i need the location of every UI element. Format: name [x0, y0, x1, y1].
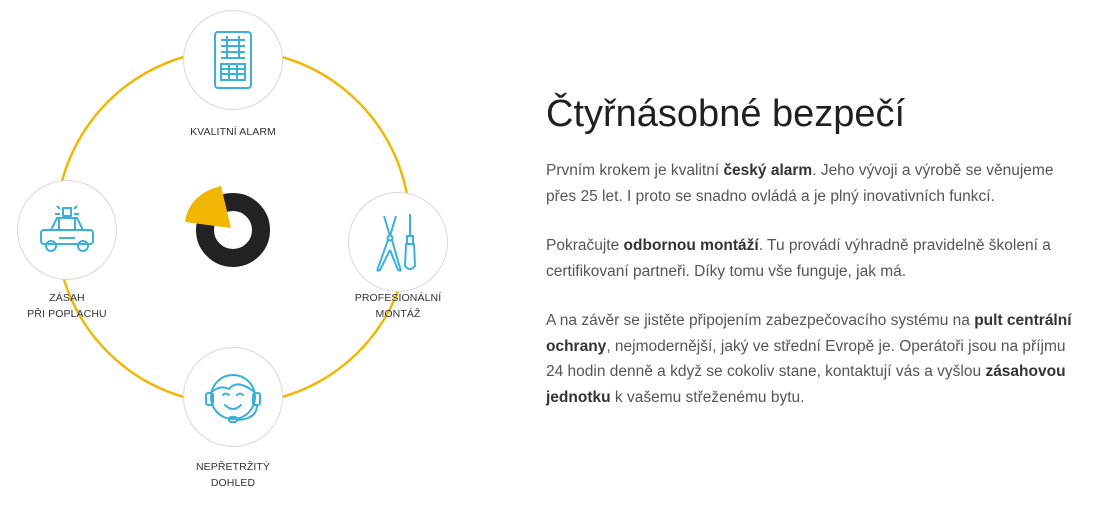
emphasis: odbornou montáží: [623, 237, 759, 254]
paragraph-monitoring: [546, 308, 1086, 410]
operator-headset-icon: [201, 365, 265, 429]
police-car-icon: [35, 198, 99, 262]
caption-line: MONTÁŽ: [375, 308, 421, 320]
text-run: Prvním krokem je kvalitní: [546, 162, 724, 179]
paragraph-installation: [546, 233, 1086, 284]
emphasis: zásahovou jednotku: [546, 363, 1066, 406]
text-run: . Tu provádí výhradně pravidelně školení a certifikovaní partneři. Díky tomu vše funguje, jak má.: [546, 237, 1051, 280]
caption-alarm: [133, 124, 333, 140]
text-run: Pokračujte: [546, 237, 624, 254]
node-installation: [348, 192, 448, 292]
caption-line: NEPŘETRŽITÝ: [195, 461, 271, 473]
paragraph-alarm: [546, 158, 1086, 209]
emphasis: pult centrální ochrany: [546, 312, 1072, 355]
donut-logo-icon: [183, 180, 283, 280]
page-title: Čtyřnásobné bezpečí: [546, 93, 906, 135]
text-run: . Jeho vývoji a výrobě se věnujeme přes 25 let. I proto se snadno ovládá a je plný inovativních funkcí.: [546, 162, 1054, 205]
emphasis: český alarm: [723, 162, 813, 179]
text-run: k vašemu střeženému bytu.: [610, 388, 805, 406]
node-alarm: [183, 10, 283, 110]
caption-line: PŘI POPLACHU: [27, 308, 107, 320]
caption-monitoring: [133, 459, 333, 491]
node-monitoring: [183, 347, 283, 447]
text-run: , nejmodernější, jaký ve střední Evropě je. Operátoři jsou na příjmu 24 hodin denně a když se cokoliv stane, kontaktují vás a vyšlou: [546, 337, 1066, 380]
caption-installation: [298, 290, 498, 322]
caption-line: PROFESIONÁLNÍ: [354, 292, 442, 304]
node-response: [17, 180, 117, 280]
caption-line: ZÁSAH: [49, 292, 85, 304]
security-diagram: [0, 0, 520, 525]
text-run: A na závěr se jistěte připojením zabezpečovacího systému na: [546, 312, 975, 329]
pliers-screwdriver-icon: [366, 210, 430, 274]
caption-line: DOHLED: [210, 477, 256, 489]
alarm-panel-icon: [201, 28, 265, 92]
text-content: [546, 88, 1086, 434]
caption-line: KVALITNÍ ALARM: [190, 126, 276, 138]
caption-response: [0, 290, 167, 322]
